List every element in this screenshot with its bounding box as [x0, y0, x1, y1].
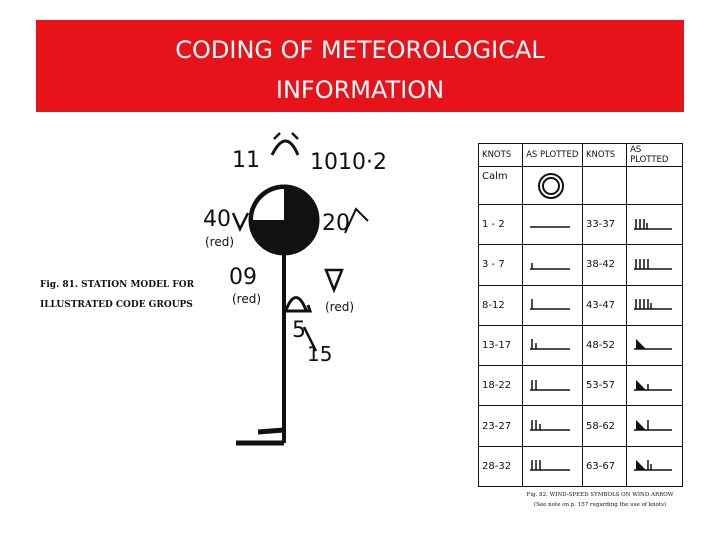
- barb-28-32-icon: [526, 458, 576, 474]
- knots-cell: 3 - 7: [479, 245, 523, 285]
- symbol-cell: [523, 205, 583, 245]
- symbol-cell: [627, 325, 683, 365]
- knots-cell: 1 - 2: [479, 205, 523, 245]
- high-cloud-hooks: [274, 133, 298, 139]
- symbol-cell: [523, 325, 583, 365]
- wind-caption-line-2: (See note on p. 157 regarding the use of knots): [533, 502, 667, 508]
- calm-row: [479, 167, 683, 205]
- header-plotted-1: AS PLOTTED: [523, 144, 583, 167]
- past-weather-triangle: [326, 270, 342, 290]
- calm-label: Calm: [479, 167, 523, 205]
- knots-cell: 13-17: [479, 325, 523, 365]
- wind-speed-table: [478, 143, 683, 487]
- wind-table-caption: [510, 490, 690, 510]
- title-line-1: CODING OF METEOROLOGICAL: [175, 36, 545, 64]
- barb-18-22-icon: [526, 378, 576, 394]
- table-row: [479, 366, 683, 406]
- wind-caption-line-1: Fig. 82. WIND-SPEED SYMBOLS ON WIND ARROW: [526, 492, 674, 498]
- barb-23-27-icon: [526, 418, 576, 434]
- calm-circle-icon: [526, 171, 576, 201]
- past-weather-note: (red): [325, 300, 355, 314]
- low-cloud-label: 5: [292, 318, 306, 343]
- symbol-cell: [523, 406, 583, 446]
- header-plotted-2: AS PLOTTED: [627, 144, 683, 167]
- barb-43-47-icon: [630, 297, 676, 313]
- knots-cell: 38-42: [582, 245, 626, 285]
- calm-empty-1: [582, 167, 626, 205]
- table-row: [479, 205, 683, 245]
- pennant-63-67-icon: [630, 458, 676, 474]
- dewpoint-label: 09: [229, 265, 257, 290]
- title-line-2: INFORMATION: [275, 76, 445, 104]
- pennant-58-62-icon: [630, 418, 676, 434]
- barb-8-12-icon: [526, 297, 576, 313]
- symbol-cell: [627, 285, 683, 325]
- symbol-cell: [523, 366, 583, 406]
- temp-label: 40: [203, 207, 231, 232]
- high-cloud-symbol: [272, 141, 298, 155]
- cloud-cover-white: [253, 189, 284, 220]
- low-cloud-height-label: 15: [307, 342, 333, 366]
- symbol-cell: [627, 245, 683, 285]
- knots-cell: 58-62: [582, 406, 626, 446]
- symbol-cell: [627, 366, 683, 406]
- temp-note: (red): [205, 235, 235, 249]
- knots-cell: 53-57: [582, 366, 626, 406]
- title-banner: [36, 20, 684, 112]
- station-caption-line-1: Fig. 81. STATION MODEL FOR: [40, 280, 195, 290]
- pennant-53-57-icon: [630, 378, 676, 394]
- table-header-row: [479, 144, 683, 167]
- table-row: [479, 446, 683, 486]
- table-row: [479, 406, 683, 446]
- knots-cell: 43-47: [582, 285, 626, 325]
- table-row: [479, 285, 683, 325]
- calm-empty-2: [627, 167, 683, 205]
- symbol-cell: [523, 285, 583, 325]
- weather-v-symbol: [233, 213, 248, 229]
- symbol-cell: [627, 205, 683, 245]
- table-row: [479, 325, 683, 365]
- symbol-cell: [627, 406, 683, 446]
- table-row: [479, 245, 683, 285]
- header-knots-2: KNOTS: [582, 144, 626, 167]
- dewpoint-note: (red): [232, 292, 262, 306]
- barb-33-37-icon: [630, 217, 676, 233]
- symbol-cell: [523, 245, 583, 285]
- knots-cell: 8-12: [479, 285, 523, 325]
- pennant-48-52-icon: [630, 337, 676, 353]
- barb-38-42-icon: [630, 257, 676, 273]
- station-caption-line-2: ILLUSTRATED CODE GROUPS: [40, 300, 193, 310]
- knots-cell: 18-22: [479, 366, 523, 406]
- wind-barb-2: [258, 430, 284, 432]
- cloud-top-label: 11: [232, 148, 260, 173]
- knots-cell: 48-52: [582, 325, 626, 365]
- knots-cell: 28-32: [479, 446, 523, 486]
- header-knots-1: KNOTS: [479, 144, 523, 167]
- knots-cell: 63-67: [582, 446, 626, 486]
- barb-3-7-icon: [526, 257, 576, 273]
- station-model-caption: [40, 275, 210, 315]
- pressure-label: 1010·2: [310, 150, 387, 175]
- calm-symbol-cell: [523, 167, 583, 205]
- tendency-label: 20: [322, 211, 350, 236]
- barb-1-2-icon: [526, 217, 576, 233]
- symbol-cell: [523, 446, 583, 486]
- barb-13-17-icon: [526, 337, 576, 353]
- low-cloud-symbol: [286, 298, 306, 311]
- knots-cell: 33-37: [582, 205, 626, 245]
- symbol-cell: [627, 446, 683, 486]
- knots-cell: 23-27: [479, 406, 523, 446]
